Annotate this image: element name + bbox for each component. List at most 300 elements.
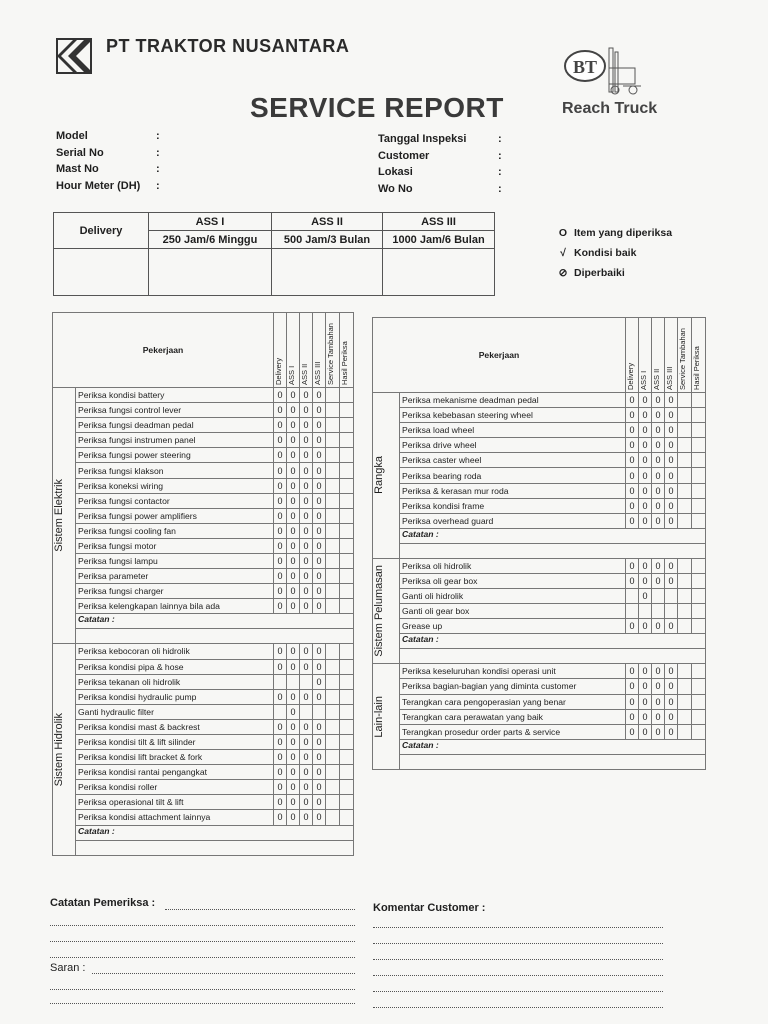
check-cell[interactable]	[274, 674, 287, 689]
check-cell[interactable]	[678, 589, 692, 604]
check-cell[interactable]: 0	[665, 438, 678, 453]
saran-line[interactable]	[50, 1003, 355, 1004]
check-cell[interactable]: 0	[652, 619, 665, 634]
check-cell[interactable]	[326, 403, 340, 418]
check-cell[interactable]: 0	[300, 448, 313, 463]
check-cell[interactable]: 0	[274, 780, 287, 795]
check-cell[interactable]: 0	[300, 644, 313, 659]
check-cell[interactable]: 0	[287, 659, 300, 674]
check-cell[interactable]: 0	[313, 659, 326, 674]
note-space[interactable]	[400, 543, 706, 558]
check-cell[interactable]	[678, 558, 692, 573]
check-cell[interactable]	[326, 508, 340, 523]
komentar-line[interactable]	[373, 959, 663, 960]
check-cell[interactable]	[326, 810, 340, 825]
check-cell[interactable]: 0	[639, 709, 652, 724]
komentar-line[interactable]	[373, 991, 663, 992]
ass1-sign-cell[interactable]	[149, 249, 272, 296]
check-cell[interactable]	[313, 704, 326, 719]
check-cell[interactable]	[340, 719, 354, 734]
check-cell[interactable]: 0	[300, 418, 313, 433]
check-cell[interactable]	[326, 448, 340, 463]
check-cell[interactable]: 0	[313, 433, 326, 448]
check-cell[interactable]: 0	[652, 679, 665, 694]
check-cell[interactable]: 0	[287, 734, 300, 749]
catatan-line[interactable]	[165, 909, 355, 910]
delivery-sign-cell[interactable]	[54, 249, 149, 296]
check-cell[interactable]: 0	[665, 664, 678, 679]
check-cell[interactable]	[340, 599, 354, 614]
check-cell[interactable]: 0	[652, 724, 665, 739]
check-cell[interactable]	[678, 724, 692, 739]
check-cell[interactable]: 0	[274, 388, 287, 403]
check-cell[interactable]: 0	[274, 719, 287, 734]
check-cell[interactable]: 0	[639, 393, 652, 408]
check-cell[interactable]: 0	[313, 674, 326, 689]
check-cell[interactable]: 0	[313, 765, 326, 780]
check-cell[interactable]: 0	[665, 694, 678, 709]
check-cell[interactable]	[652, 604, 665, 619]
check-cell[interactable]	[340, 493, 354, 508]
check-cell[interactable]: 0	[639, 694, 652, 709]
check-cell[interactable]: 0	[652, 694, 665, 709]
check-cell[interactable]	[692, 423, 706, 438]
check-cell[interactable]: 0	[313, 418, 326, 433]
check-cell[interactable]: 0	[287, 554, 300, 569]
check-cell[interactable]: 0	[652, 498, 665, 513]
komentar-line[interactable]	[373, 1007, 663, 1008]
check-cell[interactable]	[326, 765, 340, 780]
check-cell[interactable]: 0	[287, 388, 300, 403]
check-cell[interactable]	[692, 724, 706, 739]
check-cell[interactable]: 0	[300, 599, 313, 614]
check-cell[interactable]: 0	[626, 513, 639, 528]
check-cell[interactable]: 0	[652, 423, 665, 438]
check-cell[interactable]	[692, 438, 706, 453]
check-cell[interactable]: 0	[639, 573, 652, 588]
check-cell[interactable]	[274, 704, 287, 719]
check-cell[interactable]: 0	[665, 513, 678, 528]
check-cell[interactable]: 0	[300, 810, 313, 825]
check-cell[interactable]	[326, 433, 340, 448]
check-cell[interactable]: 0	[652, 558, 665, 573]
check-cell[interactable]: 0	[639, 468, 652, 483]
check-cell[interactable]: 0	[626, 724, 639, 739]
check-cell[interactable]: 0	[274, 433, 287, 448]
check-cell[interactable]	[340, 478, 354, 493]
check-cell[interactable]	[326, 674, 340, 689]
check-cell[interactable]	[300, 674, 313, 689]
check-cell[interactable]: 0	[300, 403, 313, 418]
check-cell[interactable]	[326, 493, 340, 508]
check-cell[interactable]	[678, 453, 692, 468]
check-cell[interactable]: 0	[287, 463, 300, 478]
check-cell[interactable]	[340, 388, 354, 403]
check-cell[interactable]: 0	[300, 569, 313, 584]
check-cell[interactable]	[692, 453, 706, 468]
check-cell[interactable]	[692, 694, 706, 709]
check-cell[interactable]: 0	[313, 795, 326, 810]
check-cell[interactable]	[340, 463, 354, 478]
check-cell[interactable]	[340, 403, 354, 418]
check-cell[interactable]	[326, 584, 340, 599]
check-cell[interactable]: 0	[300, 433, 313, 448]
check-cell[interactable]	[692, 468, 706, 483]
check-cell[interactable]: 0	[274, 765, 287, 780]
komentar-line[interactable]	[373, 927, 663, 928]
check-cell[interactable]: 0	[287, 538, 300, 553]
catatan-note[interactable]: Catatan :	[76, 614, 354, 629]
check-cell[interactable]	[678, 393, 692, 408]
check-cell[interactable]: 0	[300, 388, 313, 403]
check-cell[interactable]: 0	[652, 483, 665, 498]
check-cell[interactable]: 0	[652, 468, 665, 483]
check-cell[interactable]	[678, 709, 692, 724]
check-cell[interactable]: 0	[287, 569, 300, 584]
check-cell[interactable]	[665, 604, 678, 619]
check-cell[interactable]: 0	[626, 679, 639, 694]
check-cell[interactable]: 0	[313, 750, 326, 765]
check-cell[interactable]: 0	[626, 483, 639, 498]
check-cell[interactable]: 0	[287, 599, 300, 614]
check-cell[interactable]: 0	[313, 644, 326, 659]
check-cell[interactable]: 0	[274, 734, 287, 749]
check-cell[interactable]	[326, 388, 340, 403]
check-cell[interactable]	[692, 619, 706, 634]
check-cell[interactable]: 0	[300, 659, 313, 674]
check-cell[interactable]: 0	[665, 619, 678, 634]
check-cell[interactable]: 0	[652, 393, 665, 408]
check-cell[interactable]: 0	[665, 453, 678, 468]
check-cell[interactable]	[326, 734, 340, 749]
check-cell[interactable]	[692, 709, 706, 724]
check-cell[interactable]: 0	[274, 644, 287, 659]
check-cell[interactable]: 0	[274, 448, 287, 463]
check-cell[interactable]	[326, 523, 340, 538]
check-cell[interactable]: 0	[287, 750, 300, 765]
check-cell[interactable]	[340, 584, 354, 599]
check-cell[interactable]	[678, 483, 692, 498]
note-space[interactable]	[76, 629, 354, 644]
check-cell[interactable]: 0	[287, 433, 300, 448]
check-cell[interactable]	[340, 765, 354, 780]
check-cell[interactable]	[626, 604, 639, 619]
komentar-line[interactable]	[373, 943, 663, 944]
check-cell[interactable]: 0	[652, 664, 665, 679]
check-cell[interactable]	[326, 795, 340, 810]
catatan-line[interactable]	[50, 941, 355, 942]
check-cell[interactable]	[678, 408, 692, 423]
check-cell[interactable]: 0	[287, 704, 300, 719]
check-cell[interactable]: 0	[274, 538, 287, 553]
check-cell[interactable]	[326, 659, 340, 674]
check-cell[interactable]: 0	[639, 513, 652, 528]
catatan-line[interactable]	[50, 925, 355, 926]
check-cell[interactable]: 0	[287, 689, 300, 704]
check-cell[interactable]: 0	[274, 569, 287, 584]
check-cell[interactable]: 0	[639, 438, 652, 453]
saran-line[interactable]	[50, 989, 355, 990]
check-cell[interactable]: 0	[274, 795, 287, 810]
check-cell[interactable]: 0	[287, 780, 300, 795]
check-cell[interactable]: 0	[313, 584, 326, 599]
check-cell[interactable]	[678, 573, 692, 588]
check-cell[interactable]: 0	[652, 709, 665, 724]
check-cell[interactable]	[652, 589, 665, 604]
check-cell[interactable]: 0	[626, 468, 639, 483]
check-cell[interactable]: 0	[665, 483, 678, 498]
check-cell[interactable]: 0	[313, 569, 326, 584]
check-cell[interactable]: 0	[626, 619, 639, 634]
check-cell[interactable]: 0	[274, 508, 287, 523]
check-cell[interactable]	[326, 644, 340, 659]
check-cell[interactable]	[692, 393, 706, 408]
check-cell[interactable]: 0	[313, 554, 326, 569]
check-cell[interactable]: 0	[274, 418, 287, 433]
catatan-note[interactable]: Catatan :	[76, 825, 354, 840]
check-cell[interactable]: 0	[639, 423, 652, 438]
check-cell[interactable]: 0	[665, 393, 678, 408]
check-cell[interactable]: 0	[626, 709, 639, 724]
check-cell[interactable]: 0	[665, 408, 678, 423]
check-cell[interactable]: 0	[300, 478, 313, 493]
check-cell[interactable]: 0	[300, 538, 313, 553]
check-cell[interactable]	[692, 558, 706, 573]
check-cell[interactable]: 0	[274, 523, 287, 538]
check-cell[interactable]	[326, 750, 340, 765]
check-cell[interactable]: 0	[287, 523, 300, 538]
check-cell[interactable]: 0	[287, 584, 300, 599]
check-cell[interactable]	[340, 538, 354, 553]
check-cell[interactable]	[692, 483, 706, 498]
check-cell[interactable]	[340, 674, 354, 689]
check-cell[interactable]: 0	[274, 599, 287, 614]
check-cell[interactable]	[326, 719, 340, 734]
check-cell[interactable]	[340, 433, 354, 448]
check-cell[interactable]	[692, 498, 706, 513]
check-cell[interactable]: 0	[287, 478, 300, 493]
check-cell[interactable]: 0	[274, 659, 287, 674]
ass2-sign-cell[interactable]	[272, 249, 383, 296]
check-cell[interactable]: 0	[274, 478, 287, 493]
check-cell[interactable]: 0	[313, 689, 326, 704]
komentar-line[interactable]	[373, 975, 663, 976]
check-cell[interactable]: 0	[665, 498, 678, 513]
check-cell[interactable]: 0	[300, 750, 313, 765]
check-cell[interactable]: 0	[287, 644, 300, 659]
note-space[interactable]	[400, 649, 706, 664]
check-cell[interactable]: 0	[313, 719, 326, 734]
check-cell[interactable]	[340, 523, 354, 538]
check-cell[interactable]	[340, 554, 354, 569]
check-cell[interactable]: 0	[287, 719, 300, 734]
check-cell[interactable]: 0	[639, 453, 652, 468]
check-cell[interactable]	[678, 619, 692, 634]
check-cell[interactable]	[326, 478, 340, 493]
check-cell[interactable]	[326, 780, 340, 795]
check-cell[interactable]: 0	[313, 780, 326, 795]
check-cell[interactable]: 0	[665, 679, 678, 694]
check-cell[interactable]	[340, 795, 354, 810]
catatan-line[interactable]	[50, 957, 355, 958]
check-cell[interactable]: 0	[639, 483, 652, 498]
check-cell[interactable]: 0	[626, 694, 639, 709]
check-cell[interactable]: 0	[313, 448, 326, 463]
check-cell[interactable]	[326, 569, 340, 584]
check-cell[interactable]: 0	[274, 584, 287, 599]
check-cell[interactable]	[340, 704, 354, 719]
check-cell[interactable]: 0	[626, 393, 639, 408]
check-cell[interactable]: 0	[639, 619, 652, 634]
check-cell[interactable]	[678, 438, 692, 453]
check-cell[interactable]: 0	[665, 709, 678, 724]
check-cell[interactable]	[692, 604, 706, 619]
note-space[interactable]	[76, 840, 354, 855]
catatan-note[interactable]: Catatan :	[400, 634, 706, 649]
check-cell[interactable]: 0	[652, 453, 665, 468]
check-cell[interactable]: 0	[626, 664, 639, 679]
ass3-sign-cell[interactable]	[383, 249, 495, 296]
check-cell[interactable]: 0	[313, 478, 326, 493]
check-cell[interactable]: 0	[300, 734, 313, 749]
check-cell[interactable]	[678, 498, 692, 513]
check-cell[interactable]	[678, 664, 692, 679]
check-cell[interactable]: 0	[300, 780, 313, 795]
check-cell[interactable]	[326, 418, 340, 433]
check-cell[interactable]: 0	[639, 664, 652, 679]
check-cell[interactable]	[300, 704, 313, 719]
check-cell[interactable]: 0	[274, 750, 287, 765]
check-cell[interactable]	[326, 554, 340, 569]
check-cell[interactable]: 0	[287, 508, 300, 523]
catatan-note[interactable]: Catatan :	[400, 528, 706, 543]
check-cell[interactable]	[678, 604, 692, 619]
check-cell[interactable]: 0	[626, 498, 639, 513]
check-cell[interactable]	[692, 589, 706, 604]
check-cell[interactable]	[340, 418, 354, 433]
saran-line[interactable]	[92, 973, 355, 974]
check-cell[interactable]	[340, 508, 354, 523]
check-cell[interactable]	[340, 448, 354, 463]
note-space[interactable]	[400, 754, 706, 769]
check-cell[interactable]: 0	[287, 795, 300, 810]
check-cell[interactable]	[692, 664, 706, 679]
check-cell[interactable]	[340, 659, 354, 674]
check-cell[interactable]: 0	[300, 765, 313, 780]
check-cell[interactable]: 0	[313, 734, 326, 749]
check-cell[interactable]	[692, 408, 706, 423]
check-cell[interactable]: 0	[626, 573, 639, 588]
check-cell[interactable]: 0	[313, 388, 326, 403]
check-cell[interactable]: 0	[313, 538, 326, 553]
check-cell[interactable]: 0	[652, 573, 665, 588]
check-cell[interactable]: 0	[300, 554, 313, 569]
check-cell[interactable]	[626, 589, 639, 604]
check-cell[interactable]	[340, 644, 354, 659]
check-cell[interactable]: 0	[300, 508, 313, 523]
check-cell[interactable]	[692, 573, 706, 588]
check-cell[interactable]: 0	[313, 810, 326, 825]
check-cell[interactable]: 0	[665, 558, 678, 573]
check-cell[interactable]: 0	[665, 423, 678, 438]
check-cell[interactable]	[340, 750, 354, 765]
check-cell[interactable]: 0	[313, 523, 326, 538]
check-cell[interactable]: 0	[313, 599, 326, 614]
check-cell[interactable]	[678, 679, 692, 694]
check-cell[interactable]: 0	[274, 403, 287, 418]
check-cell[interactable]: 0	[274, 554, 287, 569]
check-cell[interactable]: 0	[639, 589, 652, 604]
check-cell[interactable]	[326, 599, 340, 614]
check-cell[interactable]	[678, 513, 692, 528]
check-cell[interactable]	[340, 810, 354, 825]
check-cell[interactable]: 0	[300, 795, 313, 810]
check-cell[interactable]: 0	[313, 508, 326, 523]
check-cell[interactable]	[692, 679, 706, 694]
check-cell[interactable]: 0	[639, 408, 652, 423]
check-cell[interactable]: 0	[665, 573, 678, 588]
check-cell[interactable]	[340, 569, 354, 584]
check-cell[interactable]: 0	[300, 463, 313, 478]
check-cell[interactable]: 0	[313, 463, 326, 478]
check-cell[interactable]: 0	[274, 689, 287, 704]
check-cell[interactable]: 0	[639, 679, 652, 694]
check-cell[interactable]	[326, 538, 340, 553]
check-cell[interactable]: 0	[626, 453, 639, 468]
check-cell[interactable]	[678, 423, 692, 438]
check-cell[interactable]	[326, 704, 340, 719]
check-cell[interactable]: 0	[300, 719, 313, 734]
check-cell[interactable]: 0	[652, 513, 665, 528]
check-cell[interactable]: 0	[639, 498, 652, 513]
check-cell[interactable]: 0	[274, 810, 287, 825]
check-cell[interactable]: 0	[287, 493, 300, 508]
check-cell[interactable]: 0	[300, 584, 313, 599]
check-cell[interactable]: 0	[300, 493, 313, 508]
check-cell[interactable]: 0	[300, 523, 313, 538]
check-cell[interactable]: 0	[626, 423, 639, 438]
catatan-note[interactable]: Catatan :	[400, 739, 706, 754]
check-cell[interactable]	[326, 463, 340, 478]
check-cell[interactable]	[692, 513, 706, 528]
check-cell[interactable]: 0	[652, 408, 665, 423]
check-cell[interactable]: 0	[639, 558, 652, 573]
check-cell[interactable]: 0	[287, 765, 300, 780]
check-cell[interactable]: 0	[665, 724, 678, 739]
check-cell[interactable]: 0	[274, 493, 287, 508]
check-cell[interactable]: 0	[639, 724, 652, 739]
check-cell[interactable]: 0	[652, 438, 665, 453]
check-cell[interactable]: 0	[287, 403, 300, 418]
check-cell[interactable]	[340, 689, 354, 704]
check-cell[interactable]: 0	[665, 468, 678, 483]
check-cell[interactable]	[287, 674, 300, 689]
check-cell[interactable]	[665, 589, 678, 604]
check-cell[interactable]: 0	[626, 408, 639, 423]
check-cell[interactable]: 0	[287, 810, 300, 825]
check-cell[interactable]	[678, 694, 692, 709]
check-cell[interactable]: 0	[287, 418, 300, 433]
check-cell[interactable]: 0	[313, 493, 326, 508]
check-cell[interactable]: 0	[313, 403, 326, 418]
check-cell[interactable]	[639, 604, 652, 619]
check-cell[interactable]: 0	[300, 689, 313, 704]
check-cell[interactable]	[340, 780, 354, 795]
check-cell[interactable]	[678, 468, 692, 483]
check-cell[interactable]: 0	[287, 448, 300, 463]
check-cell[interactable]: 0	[626, 558, 639, 573]
check-cell[interactable]: 0	[626, 438, 639, 453]
